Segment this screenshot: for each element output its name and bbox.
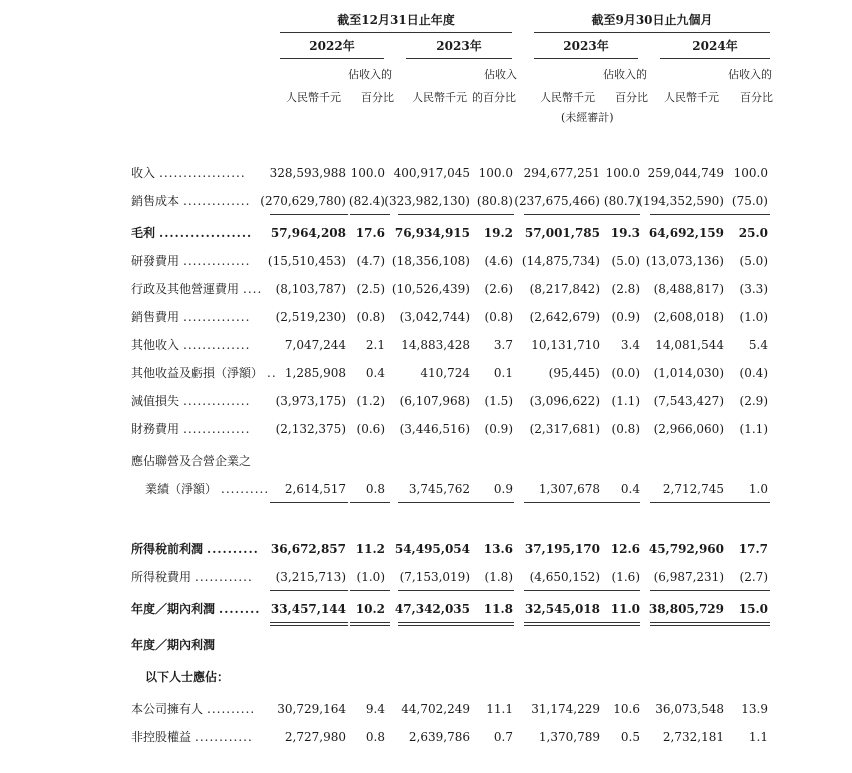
amount-cell: (10,526,439) (391, 282, 470, 296)
divider (600, 625, 640, 626)
pct-cell: 100.0 (478, 166, 513, 180)
pct-cell: (1.1) (739, 422, 768, 436)
pct-cell: 15.0 (738, 602, 768, 616)
amount-cell: (3,042,744) (399, 310, 470, 324)
divider (524, 590, 602, 591)
leader-dots: .................. (159, 166, 246, 180)
divider (280, 58, 384, 59)
pct-cell: 1.0 (748, 482, 768, 496)
row-label-text: 收入 (131, 166, 156, 180)
pct-cell: 2.1 (365, 338, 385, 352)
pct-cell: (0.6) (356, 422, 385, 436)
amount-cell: 1,285,908 (284, 366, 346, 380)
amount-cell: 31,174,229 (531, 702, 600, 716)
leader-dots: ........ (219, 602, 261, 616)
pct-cell: 100.0 (733, 166, 768, 180)
pct-cell: 13.9 (741, 702, 768, 716)
amount-cell: 2,639,786 (408, 730, 470, 744)
row-label-text: 年度／期內利潤 (131, 638, 216, 652)
divider (350, 214, 390, 215)
amount-cell: 294,677,251 (523, 166, 600, 180)
amount-cell: 64,692,159 (648, 226, 724, 240)
pct-cell: (0.8) (611, 422, 640, 436)
row-label (131, 225, 252, 241)
amount-cell: 47,342,035 (394, 602, 470, 616)
pct-header: 的百分比 (472, 91, 516, 104)
row-label-text: 應佔聯營及合營企業之 (131, 454, 252, 468)
pct-cell: 0.8 (365, 730, 385, 744)
pct-cell: 19.3 (610, 226, 640, 240)
divider (350, 625, 390, 626)
pct-cell: (80.7) (603, 194, 640, 208)
pct-cell: (1.0) (356, 570, 385, 584)
amount-cell: (13,073,136) (645, 254, 724, 268)
pct-cell: (2.5) (356, 282, 385, 296)
amount-cell: 259,044,749 (647, 166, 724, 180)
amount-cell: 7,047,244 (284, 338, 346, 352)
amount-cell: 57,001,785 (524, 226, 600, 240)
divider (280, 32, 512, 33)
pct-cell: 19.2 (483, 226, 513, 240)
amount-cell: 2,727,980 (284, 730, 346, 744)
divider (650, 590, 726, 591)
amount-cell: 2,712,745 (662, 482, 724, 496)
leader-dots: .............. (183, 422, 251, 436)
unit-header: 人民幣千元 (540, 91, 595, 104)
amount-cell: (6,107,968) (399, 394, 470, 408)
leader-dots: .............. (183, 310, 251, 324)
pct-cell: 13.6 (483, 542, 513, 556)
pct-cell: (5.0) (611, 254, 640, 268)
pct-cell: 1.1 (748, 730, 768, 744)
leader-dots: .. (267, 366, 277, 380)
pct-header: 佔收入的 (603, 68, 647, 81)
divider (350, 622, 390, 623)
amount-cell: 36,672,857 (270, 542, 346, 556)
divider (534, 32, 770, 33)
pct-cell: 3.4 (620, 338, 640, 352)
amount-cell: (3,973,175) (275, 394, 346, 408)
pct-cell: 100.0 (605, 166, 640, 180)
pct-cell: 11.2 (355, 542, 385, 556)
leader-dots: .............. (183, 194, 251, 208)
amount-cell: 57,964,208 (270, 226, 346, 240)
row-label (131, 253, 250, 269)
amount-cell: (6,987,231) (653, 570, 724, 584)
pct-cell: (1.1) (611, 394, 640, 408)
amount-cell: (2,132,375) (275, 422, 346, 436)
pct-cell: (1.8) (484, 570, 513, 584)
divider (406, 58, 512, 59)
row-label-text: 銷售費用 (131, 310, 180, 324)
amount-cell: (7,153,019) (399, 570, 470, 584)
pct-header: 百分比 (361, 91, 394, 104)
pct-cell: 0.8 (365, 482, 385, 496)
divider (726, 622, 770, 623)
amount-cell: (7,543,427) (653, 394, 724, 408)
amount-cell: (2,519,230) (275, 310, 346, 324)
amount-cell: 30,729,164 (277, 702, 346, 716)
year-header: 2024年 (692, 39, 738, 53)
divider (726, 502, 770, 503)
divider (470, 625, 514, 626)
row-label (131, 637, 219, 653)
row-label (145, 669, 233, 685)
divider (524, 622, 602, 623)
pct-cell: 11.0 (610, 602, 640, 616)
amount-cell: (2,317,681) (529, 422, 600, 436)
divider (534, 58, 638, 59)
pct-cell: 11.1 (486, 702, 513, 716)
pct-cell: (2.7) (739, 570, 768, 584)
amount-cell: 36,073,548 (655, 702, 724, 716)
divider (600, 214, 640, 215)
pct-cell: (1.0) (739, 310, 768, 324)
pct-cell: 3.7 (493, 338, 513, 352)
leader-dots: ............ (195, 730, 253, 744)
pct-cell: 25.0 (738, 226, 768, 240)
pct-cell: 0.4 (365, 366, 385, 380)
leader-dots: .......... (221, 482, 270, 496)
period-group-annual: 截至12月31日止年度 (337, 13, 455, 27)
row-label-text: 所得稅費用 (131, 570, 192, 584)
amount-cell: (237,675,466) (514, 194, 600, 208)
amount-cell: 1,370,789 (538, 730, 600, 744)
pct-cell: 10.2 (355, 602, 385, 616)
pct-cell: (80.8) (476, 194, 513, 208)
pct-cell: (0.4) (739, 366, 768, 380)
row-label-text: 銷售成本 (131, 194, 180, 208)
pct-cell: (2.8) (611, 282, 640, 296)
pct-cell: 0.9 (493, 482, 513, 496)
row-label-text: 以下人士應佔： (145, 670, 230, 684)
year-header: 2022年 (309, 39, 355, 53)
divider (600, 502, 640, 503)
divider (398, 625, 472, 626)
pct-cell: (75.0) (731, 194, 768, 208)
pct-cell: 0.1 (493, 366, 513, 380)
row-label (131, 165, 246, 181)
leader-dots: .... (243, 282, 263, 296)
leader-dots: .......... (207, 702, 256, 716)
amount-cell: 37,195,170 (524, 542, 600, 556)
year-header: 2023年 (436, 39, 482, 53)
pct-cell: 12.6 (610, 542, 640, 556)
pct-cell: 0.7 (493, 730, 513, 744)
amount-cell: (270,629,780) (260, 194, 346, 208)
amount-cell: 33,457,144 (270, 602, 346, 616)
amount-cell: 54,495,054 (394, 542, 470, 556)
leader-dots: ............ (195, 570, 253, 584)
divider (398, 590, 472, 591)
divider (270, 590, 348, 591)
amount-cell: (2,966,060) (653, 422, 724, 436)
amount-cell: 400,917,045 (393, 166, 470, 180)
divider (270, 622, 348, 623)
amount-cell: (1,014,030) (653, 366, 724, 380)
divider (470, 502, 514, 503)
amount-cell: (2,608,018) (653, 310, 724, 324)
row-label-text: 其他收入 (131, 338, 180, 352)
row-label-text: 非控股權益 (131, 730, 192, 744)
pct-cell: 0.4 (620, 482, 640, 496)
amount-cell: 32,545,018 (524, 602, 600, 616)
amount-cell: (4,650,152) (529, 570, 600, 584)
amount-cell: (14,875,734) (521, 254, 600, 268)
divider (524, 502, 602, 503)
amount-cell: 2,732,181 (662, 730, 724, 744)
pct-cell: 9.4 (365, 702, 385, 716)
row-label-text: 業績（淨額） (145, 482, 218, 496)
divider (470, 622, 514, 623)
amount-cell: 14,883,428 (401, 338, 470, 352)
row-label (131, 421, 250, 437)
amount-cell: (3,215,713) (275, 570, 346, 584)
pct-cell: (2.9) (739, 394, 768, 408)
amount-cell: 14,081,544 (655, 338, 724, 352)
pct-header: 佔收入的 (348, 68, 392, 81)
row-label-text: 減值損失 (131, 394, 180, 408)
divider (350, 502, 390, 503)
amount-cell: (323,982,130) (384, 194, 470, 208)
pct-cell: (0.8) (484, 310, 513, 324)
pct-cell: 0.5 (620, 730, 640, 744)
divider (660, 58, 770, 59)
divider (398, 214, 472, 215)
period-group-nine-months: 截至9月30日止九個月 (591, 13, 713, 27)
divider (524, 625, 602, 626)
divider (524, 214, 602, 215)
pct-cell: (4.7) (356, 254, 385, 268)
amount-cell: (8,103,787) (275, 282, 346, 296)
year-header: 2023年 (563, 39, 609, 53)
row-label (131, 569, 253, 585)
amount-cell: 410,724 (420, 366, 470, 380)
divider (398, 502, 472, 503)
row-label-text: 研發費用 (131, 254, 180, 268)
leader-dots: .................. (159, 226, 253, 240)
pct-cell: (1.2) (356, 394, 385, 408)
amount-cell: 44,702,249 (401, 702, 470, 716)
pct-cell: 5.4 (748, 338, 768, 352)
row-label-text: 所得稅前利潤 (131, 542, 204, 556)
divider (726, 214, 770, 215)
pct-cell: (0.0) (611, 366, 640, 380)
pct-cell: 17.7 (738, 542, 768, 556)
divider (650, 214, 726, 215)
amount-cell: 3,745,762 (408, 482, 470, 496)
divider (470, 590, 514, 591)
row-label-text: 本公司擁有人 (131, 702, 204, 716)
amount-cell: (8,217,842) (529, 282, 600, 296)
amount-cell: 10,131,710 (531, 338, 600, 352)
unit-header: 人民幣千元 (412, 91, 467, 104)
leader-dots: .............. (183, 254, 251, 268)
leader-dots: .............. (183, 338, 251, 352)
amount-cell: 45,792,960 (648, 542, 724, 556)
pct-cell: 10.6 (613, 702, 640, 716)
divider (600, 622, 640, 623)
pct-cell: (1.5) (484, 394, 513, 408)
row-label-text: 其他收益及虧損（淨額） (131, 366, 264, 380)
pct-header: 百分比 (740, 91, 773, 104)
divider (600, 590, 640, 591)
row-label-text: 財務費用 (131, 422, 180, 436)
amount-cell: (3,446,516) (399, 422, 470, 436)
leader-dots: .............. (183, 394, 251, 408)
amount-cell: 2,614,517 (284, 482, 346, 496)
amount-cell: (2,642,679) (529, 310, 600, 324)
amount-cell: 1,307,678 (538, 482, 600, 496)
row-label (131, 309, 250, 325)
pct-header: 佔收入 (484, 68, 517, 81)
pct-cell: (3.3) (739, 282, 768, 296)
divider (270, 625, 348, 626)
pct-cell: (1.6) (611, 570, 640, 584)
unit-header: 人民幣千元 (664, 91, 719, 104)
amount-cell: 328,593,988 (269, 166, 346, 180)
amount-cell: 76,934,915 (394, 226, 470, 240)
divider (650, 502, 726, 503)
row-label (131, 337, 250, 353)
row-label (131, 729, 253, 745)
unaudited-note: (未經審計) (561, 111, 614, 124)
pct-cell: (0.8) (356, 310, 385, 324)
pct-cell: (2.6) (484, 282, 513, 296)
row-label (131, 393, 250, 409)
divider (650, 625, 726, 626)
amount-cell: (194,352,590) (638, 194, 724, 208)
pct-cell: (0.9) (484, 422, 513, 436)
pct-cell: 17.6 (355, 226, 385, 240)
pct-cell: 11.8 (483, 602, 513, 616)
row-label-text: 年度／期內利潤 (131, 602, 216, 616)
amount-cell: (8,488,817) (653, 282, 724, 296)
amount-cell: 38,805,729 (648, 602, 724, 616)
amount-cell: (3,096,622) (529, 394, 600, 408)
leader-dots: .......... (207, 542, 259, 556)
divider (726, 590, 770, 591)
row-label (131, 453, 255, 469)
row-label-text: 行政及其他營運費用 (131, 282, 240, 296)
row-label-text: 毛利 (131, 226, 156, 240)
pct-header: 佔收入的 (728, 68, 772, 81)
amount-cell: (95,445) (548, 366, 600, 380)
amount-cell: (15,510,453) (267, 254, 346, 268)
pct-header: 百分比 (615, 91, 648, 104)
pct-cell: 100.0 (350, 166, 385, 180)
divider (270, 502, 348, 503)
pct-cell: (82.4) (348, 194, 385, 208)
divider (726, 625, 770, 626)
pct-cell: (4.6) (484, 254, 513, 268)
divider (270, 214, 348, 215)
pct-cell: (5.0) (739, 254, 768, 268)
row-label (131, 193, 250, 209)
divider (398, 622, 472, 623)
divider (350, 590, 390, 591)
unit-header: 人民幣千元 (286, 91, 341, 104)
divider (470, 214, 514, 215)
divider (650, 622, 726, 623)
pct-cell: (0.9) (611, 310, 640, 324)
amount-cell: (18,356,108) (391, 254, 470, 268)
